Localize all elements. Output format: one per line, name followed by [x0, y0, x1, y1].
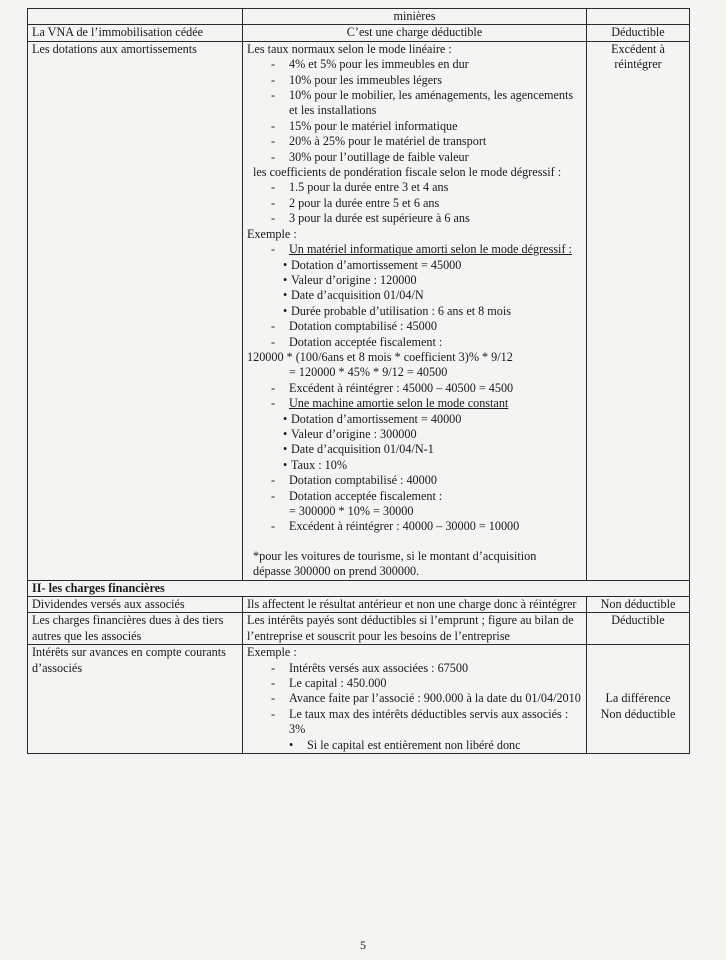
list-item: - Excédent à réintégrer : 45000 – 40500 = 4500: [247, 381, 582, 396]
list-item: - Dotation acceptée fiscalement :: [247, 489, 582, 504]
section-row: [28, 580, 690, 596]
example-1-title: - Un matériel informatique amorti selon le mode dégressif :: [247, 242, 582, 257]
calculation-line: = 120000 * 45% * 9/12 = 40500: [289, 365, 448, 380]
charge-description: [243, 645, 587, 754]
page-number: 5: [360, 938, 366, 952]
list-item: - Le taux max des intérêts déductibles servis aux associés : 3%: [247, 707, 582, 738]
charge-label: Les charges financières dues à des tiers autres que les associés: [28, 613, 243, 645]
deductibility-status: Déductible: [587, 613, 690, 645]
charge-label: Dividendes versés aux associés: [28, 597, 243, 613]
section-title: II- les charges financières: [28, 580, 690, 596]
coef-intro: les coefficients de pondération fiscale selon le mode dégressif :: [253, 165, 562, 180]
list-item: - Dotation comptabilisé : 45000: [247, 319, 582, 334]
list-item: - 1.5 pour la durée entre 3 et 4 ans: [247, 180, 582, 195]
table-row: [28, 41, 690, 580]
list-item: - Intérêts versés aux associées : 67500: [247, 661, 582, 676]
list-item: - 15% pour le matériel informatique: [247, 119, 582, 134]
table-row: [28, 597, 690, 613]
list-item: - 30% pour l’outillage de faible valeur: [247, 150, 582, 165]
list-item: - Dotation acceptée fiscalement :: [247, 335, 582, 350]
list-item: • Valeur d’origine : 300000: [247, 427, 582, 442]
list-item: - 3 pour la durée est supérieure à 6 ans: [247, 211, 582, 226]
example-2-title: - Une machine amortie selon le mode constant: [247, 396, 582, 411]
deductibility-status: Déductible: [587, 25, 690, 41]
charge-label: La VNA de l’immobilisation cédée: [28, 25, 243, 41]
table-row: [28, 645, 690, 754]
calculation-line: 120000 * (100/6ans et 8 mois * coefficient 3)% * 9/12: [247, 349, 513, 364]
list-item: - Dotation comptabilisé : 40000: [247, 473, 582, 488]
list-item: - 2 pour la durée entre 5 et 6 ans: [247, 196, 582, 211]
list-item: • Date d’acquisition 01/04/N: [247, 288, 582, 303]
tourism-vehicle-note: *pour les voitures de tourisme, si le montant d’acquisition dépasse 300000 on prend 300000.: [253, 548, 537, 579]
list-item: • Date d’acquisition 01/04/N-1: [247, 442, 582, 457]
example-label: Exemple :: [247, 226, 297, 241]
list-item: • Valeur d’origine : 120000: [247, 273, 582, 288]
list-item: • Taux : 10%: [247, 458, 582, 473]
charge-description: Les intérêts payés sont déductibles si l’emprunt ; figure au bilan de l’entreprise et souscrit pour les besoins de l’entreprise: [243, 613, 587, 645]
cell-text: minières: [243, 9, 587, 25]
list-item: - 20% à 25% pour le matériel de transport: [247, 134, 582, 149]
example-1-facts: [247, 258, 582, 320]
table-row: [28, 9, 690, 25]
rates-intro: Les taux normaux selon le mode linéaire :: [247, 41, 452, 56]
charge-description: [243, 41, 587, 580]
list-item: - 10% pour le mobilier, les aménagements, les agencements et les installations: [247, 88, 582, 119]
list-item: - Excédent à réintégrer : 40000 – 30000 = 10000: [247, 519, 582, 534]
example-label: Exemple :: [247, 645, 297, 660]
example-items: [247, 661, 582, 738]
list-item: - Avance faite par l’associé : 900.000 à la date du 01/04/2010: [247, 691, 582, 706]
list-item: - 10% pour les immeubles légers: [247, 73, 582, 88]
deductibility-status: Non déductible: [587, 597, 690, 613]
table-row: [28, 25, 690, 41]
charge-label: Les dotations aux amortissements: [28, 41, 243, 580]
linear-rates-list: [247, 57, 582, 165]
coefficients-list: [247, 180, 582, 226]
list-item: - Le capital : 450.000: [247, 676, 582, 691]
deductibility-status: La différence Non déductible: [587, 645, 690, 754]
tax-deductions-table: [27, 8, 690, 754]
table-row: [28, 613, 690, 645]
deductibility-status: Excédent à réintégrer: [587, 41, 690, 580]
list-item: • Durée probable d’utilisation : 6 ans et 8 mois: [247, 304, 582, 319]
list-item: • Si le capital est entièrement non libéré donc: [247, 738, 582, 753]
list-item: • Dotation d’amortissement = 40000: [247, 412, 582, 427]
charge-label: Intérêts sur avances en compte courants d’associés: [28, 645, 243, 754]
charge-description: Ils affectent le résultat antérieur et non une charge donc à réintégrer: [243, 597, 587, 613]
list-item: • Dotation d’amortissement = 45000: [247, 258, 582, 273]
example-2-facts: [247, 412, 582, 474]
charge-description: C’est une charge déductible: [243, 25, 587, 41]
list-item: - 4% et 5% pour les immeubles en dur: [247, 57, 582, 72]
calculation-line: = 300000 * 10% = 30000: [289, 504, 414, 518]
